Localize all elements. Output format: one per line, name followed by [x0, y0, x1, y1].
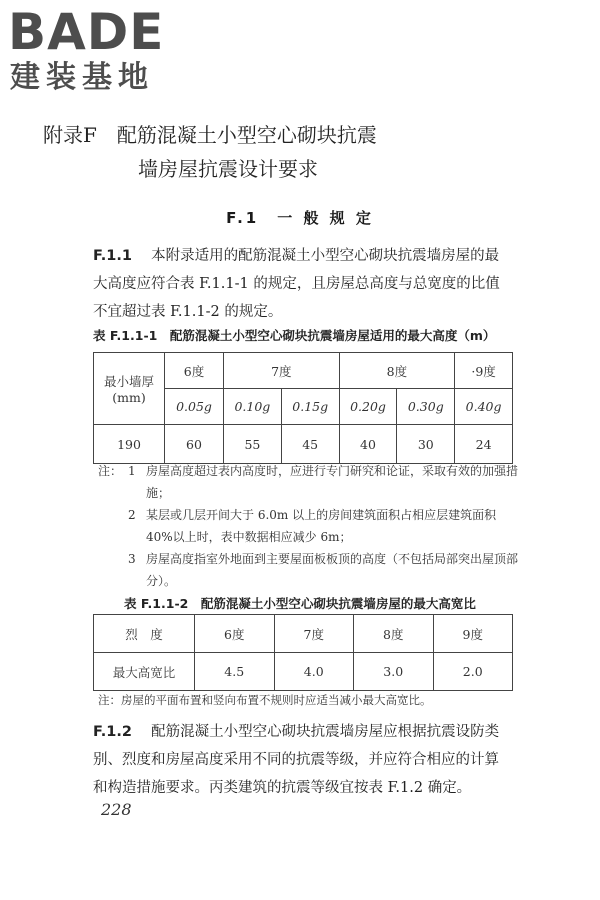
section-title: F.1 一 般 规 定	[226, 209, 374, 227]
table1-cell: 30	[397, 425, 455, 464]
logo	[8, 4, 164, 96]
table1-caption: 表 F.1.1-1 配筋混凝土小型空心砌块抗震墙房屋适用的最大高度（m）	[93, 328, 496, 343]
table2-caption: 表 F.1.1-2 配筋混凝土小型空心砌块抗震墙房屋的最大高宽比	[124, 596, 476, 611]
table1	[93, 352, 513, 464]
appendix-title	[0, 118, 600, 186]
note-number: 1	[128, 464, 136, 478]
logo-subtitle: 建装基地	[10, 60, 154, 95]
table2-header: 8度	[354, 615, 434, 653]
clause-f12	[93, 718, 513, 802]
clause-number: F.1.2	[93, 724, 132, 740]
table2-cell: 4.5	[195, 653, 275, 691]
table1-cell: 40	[339, 425, 397, 464]
note-number: 3	[128, 552, 136, 566]
table2-header: 7度	[274, 615, 354, 653]
table1-degree-7: 7度	[224, 353, 340, 389]
table2-cell: 最大高宽比	[94, 653, 195, 691]
table1-accel: 0.30g	[397, 389, 455, 425]
table2	[93, 614, 513, 691]
table1-row-header: 最小墙厚 (mm)	[94, 353, 165, 425]
note-label: 注：	[98, 464, 123, 478]
table1-cell: 55	[224, 425, 282, 464]
table2-header: 烈 度	[94, 615, 195, 653]
clause-text: 本附录适用的配筋混凝土小型空心砌块抗震墙房屋的最大高度应符合表 F.1.1-1 的规定，且房屋总高度与总宽度的比值不宜超过表 F.1.1-2 的规定。	[93, 248, 500, 320]
table1-degree-9: ·9度	[455, 353, 513, 389]
appendix-title-line1: 附录F 配筋混凝土小型空心砌块抗震	[43, 123, 377, 147]
note-number: 2	[128, 508, 136, 522]
note-item	[98, 460, 518, 504]
table1-accel: 0.10g	[224, 389, 282, 425]
note-text: 房屋高度指室外地面到主要屋面板板顶的高度（不包括局部突出屋顶部分）。	[146, 552, 519, 588]
table1-degree-8: 8度	[339, 353, 455, 389]
table2-cell: 4.0	[274, 653, 354, 691]
table1-cell: 45	[281, 425, 339, 464]
table1-accel: 0.15g	[281, 389, 339, 425]
note-item	[98, 548, 518, 592]
clause-f111	[93, 242, 513, 326]
note-text: 某层或几层开间大于 6.0m 以上的房间建筑面积占相应层建筑面积 40%以上时，表中数据相应减少 6m；	[146, 508, 497, 544]
clause-number: F.1.1	[93, 248, 132, 264]
table1-notes	[98, 460, 518, 592]
table2-cell: 3.0	[354, 653, 434, 691]
table2-note: 注：房屋的平面布置和竖向布置不规则时应适当减小最大高宽比。	[98, 693, 432, 707]
table1-accel: 0.40g	[455, 389, 513, 425]
table1-cell: 24	[455, 425, 513, 464]
table1-cell: 190	[94, 425, 165, 464]
table1-cell: 60	[165, 425, 224, 464]
table2-header: 6度	[195, 615, 275, 653]
note-item	[98, 504, 518, 548]
clause-text: 配筋混凝土小型空心砌块抗震墙房屋应根据抗震设防类别、烈度和房屋高度采用不同的抗震等级，并应符合相应的计算和构造措施要求。丙类建筑的抗震等级宜按表 F.1.2 确定。	[93, 724, 500, 796]
table2-header: 9度	[433, 615, 513, 653]
table2-cell: 2.0	[433, 653, 513, 691]
logo-wordmark: BADE	[8, 3, 165, 61]
appendix-title-line2: 墙房屋抗震设计要求	[138, 157, 318, 181]
table1-degree-6: 6度	[165, 353, 224, 389]
table1-accel: 0.05g	[165, 389, 224, 425]
table1-accel: 0.20g	[339, 389, 397, 425]
note-text: 房屋高度超过表内高度时，应进行专门研究和论证，采取有效的加强措施；	[146, 464, 519, 500]
page-number: 228	[101, 800, 132, 819]
